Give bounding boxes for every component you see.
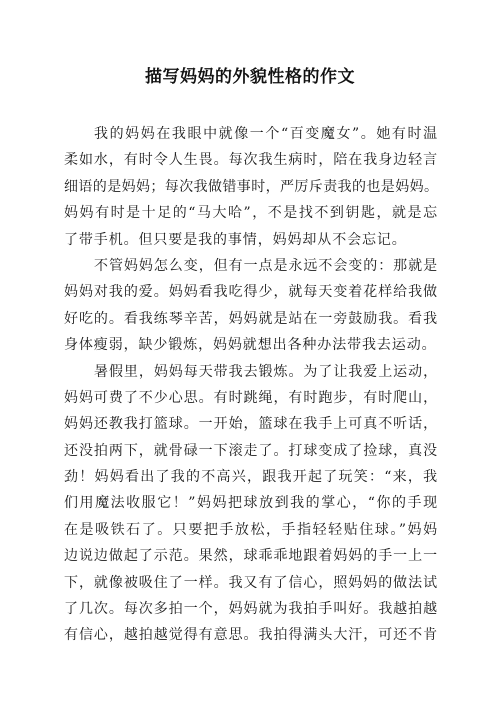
text-line: 妈妈还教我打篮球。一开始，篮球在我手上可真不听话，	[64, 416, 438, 433]
text-line: 了几次。每次多拍一个，妈妈就为我拍手叫好。我越拍越	[64, 601, 438, 618]
text-line: 妈妈对我的爱。妈妈看我吃得少，就每天变着花样给我做	[64, 284, 438, 301]
text-line: 们用魔法收服它！”妈妈把球放到我的掌心，“你的手现	[64, 495, 438, 512]
text-line: 好吃的。看我练琴辛苦，妈妈就是站在一旁鼓励我。看我	[64, 310, 438, 327]
text-line: 有信心，越拍越觉得有意思。我拍得满头大汗，可还不肯	[64, 627, 438, 644]
text-line: 细语的是妈妈；每次我做错事时，严厉斥责我的也是妈妈。	[64, 178, 439, 195]
text-line: 下，就像被吸住了一样。我又有了信心，照妈妈的做法试	[64, 574, 438, 591]
text-line: 了带手机。但只要是我的事情，妈妈却从不会忘记。	[64, 231, 407, 248]
text-line: 妈妈有时是十足的“马大哈”，不是找不到钥匙，就是忘	[64, 205, 438, 222]
text-line: 还没拍两下，就骨碌一下滚走了。打球变成了捡球，真没	[64, 442, 438, 459]
text-line: 柔如水，有时令人生畏。每次我生病时，陪在我身边轻言	[64, 152, 438, 169]
text-line: 边说边做起了示范。果然，球乖乖地跟着妈妈的手一上一	[64, 548, 438, 565]
text-line: 不管妈妈怎么变，但有一点是永远不会变的：那就是	[94, 257, 438, 274]
text-line: 身体瘦弱，缺少锻炼，妈妈就想出各种办法带我去运动。	[64, 337, 437, 354]
text-line: 劲！妈妈看出了我的不高兴，跟我开起了玩笑：“来，我	[64, 469, 438, 486]
document-body	[64, 121, 438, 649]
text-line: 暑假里，妈妈每天带我去锻炼。为了让我爱上运动，	[94, 363, 438, 380]
text-line: 妈妈可费了不少心思。有时跳绳，有时跑步，有时爬山，	[64, 389, 438, 406]
text-line: 在是吸铁石了。只要把手放松，手指轻轻贴住球。”妈妈	[64, 521, 438, 538]
text-line: 我的妈妈在我眼中就像一个“百变魔女”。她有时温	[94, 126, 438, 142]
document-title: 描写妈妈的外貌性格的作文	[145, 67, 355, 87]
